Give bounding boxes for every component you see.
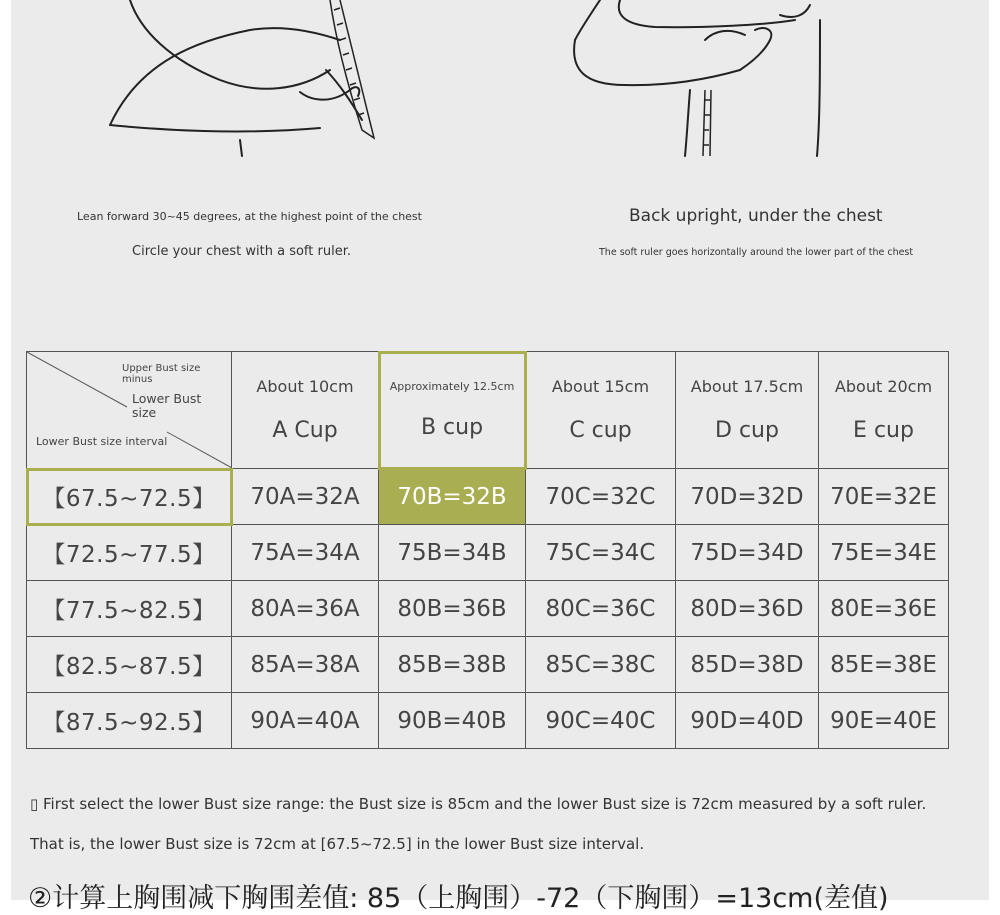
measure-lower-bust-illustration xyxy=(565,0,885,160)
row-range: 【77.5~82.5】 xyxy=(27,581,232,637)
corner-header-cell xyxy=(27,352,232,469)
row-range: 【67.5~72.5】 xyxy=(27,469,232,525)
col-about: About 17.5cm xyxy=(690,377,804,396)
col-header-e xyxy=(819,352,949,469)
size-cell: 90C=40C xyxy=(526,693,676,749)
size-cell: 90A=40A xyxy=(232,693,379,749)
col-about: About 15cm xyxy=(551,377,650,396)
col-cup: C cup xyxy=(569,418,632,443)
size-cell: 75E=34E xyxy=(819,525,949,581)
size-cell: 75B=34B xyxy=(379,525,526,581)
size-cell: 70C=32C xyxy=(526,469,676,525)
col-cup: B cup xyxy=(420,415,484,440)
left-caption-line2: Circle your chest with a soft ruler. xyxy=(132,244,351,259)
size-cell: 90D=40D xyxy=(676,693,819,749)
size-cell: 90B=40B xyxy=(379,693,526,749)
row-range: 【87.5~92.5】 xyxy=(27,693,232,749)
col-header-a xyxy=(232,352,379,469)
row-range: 【72.5~77.5】 xyxy=(27,525,232,581)
size-cell: 85B=38B xyxy=(379,637,526,693)
col-about: Approximately 12.5cm xyxy=(389,380,515,393)
size-cell: 90E=40E xyxy=(819,693,949,749)
col-about: About 10cm xyxy=(256,377,354,396)
size-cell-highlighted: 70B=32B xyxy=(379,469,526,525)
size-cell: 70E=32E xyxy=(819,469,949,525)
size-cell: 70D=32D xyxy=(676,469,819,525)
size-cell: 85C=38C xyxy=(526,637,676,693)
size-cell: 80C=36C xyxy=(526,581,676,637)
left-caption-line1: Lean forward 30~45 degrees, at the highest point of the chest xyxy=(77,210,422,223)
table-row xyxy=(27,469,949,525)
size-cell: 80E=36E xyxy=(819,581,949,637)
table-row xyxy=(27,637,949,693)
size-cell: 85A=38A xyxy=(232,637,379,693)
table-row xyxy=(27,581,949,637)
measure-upper-bust-illustration xyxy=(100,0,400,160)
right-caption-line2: The soft ruler goes horizontally around the lower part of the chest xyxy=(599,247,914,258)
table-row xyxy=(27,525,949,581)
bra-size-table xyxy=(26,351,949,749)
size-cell: 70A=32A xyxy=(232,469,379,525)
table-row xyxy=(27,693,949,749)
size-cell: 80A=36A xyxy=(232,581,379,637)
size-cell: 75A=34A xyxy=(232,525,379,581)
col-cup: E cup xyxy=(853,418,914,443)
size-cell: 85E=38E xyxy=(819,637,949,693)
col-header-b xyxy=(379,352,526,469)
instruction-step2: ②计算上胸围减下胸围差值: 85（上胸围）-72（下胸围）=13cm(差值) xyxy=(28,883,889,914)
instruction-step1: ▯ First select the lower Bust size range: the Bust size is 85cm and the lower Bust size is 72cm measured by a soft ruler. xyxy=(30,795,927,813)
size-cell: 75D=34D xyxy=(676,525,819,581)
instruction-step1-detail: That is, the lower Bust size is 72cm at [67.5~72.5] in the lower Bust size interval. xyxy=(30,835,645,853)
right-caption-line1: Back upright, under the chest xyxy=(629,206,883,226)
col-header-c xyxy=(526,352,676,469)
corner-upper-label: Upper Bust size minus xyxy=(122,363,201,385)
header-row xyxy=(27,352,949,469)
col-cup: D cup xyxy=(715,418,779,443)
corner-interval-label: Lower Bust size interval xyxy=(36,435,168,448)
col-header-d xyxy=(676,352,819,469)
size-cell: 75C=34C xyxy=(526,525,676,581)
size-cell: 80D=36D xyxy=(676,581,819,637)
col-about: About 20cm xyxy=(834,377,933,396)
corner-lower-label: Lower Bust size xyxy=(132,391,202,420)
col-cup: A Cup xyxy=(272,418,338,443)
size-cell: 85D=38D xyxy=(676,637,819,693)
size-cell: 80B=36B xyxy=(379,581,526,637)
row-range: 【82.5~87.5】 xyxy=(27,637,232,693)
